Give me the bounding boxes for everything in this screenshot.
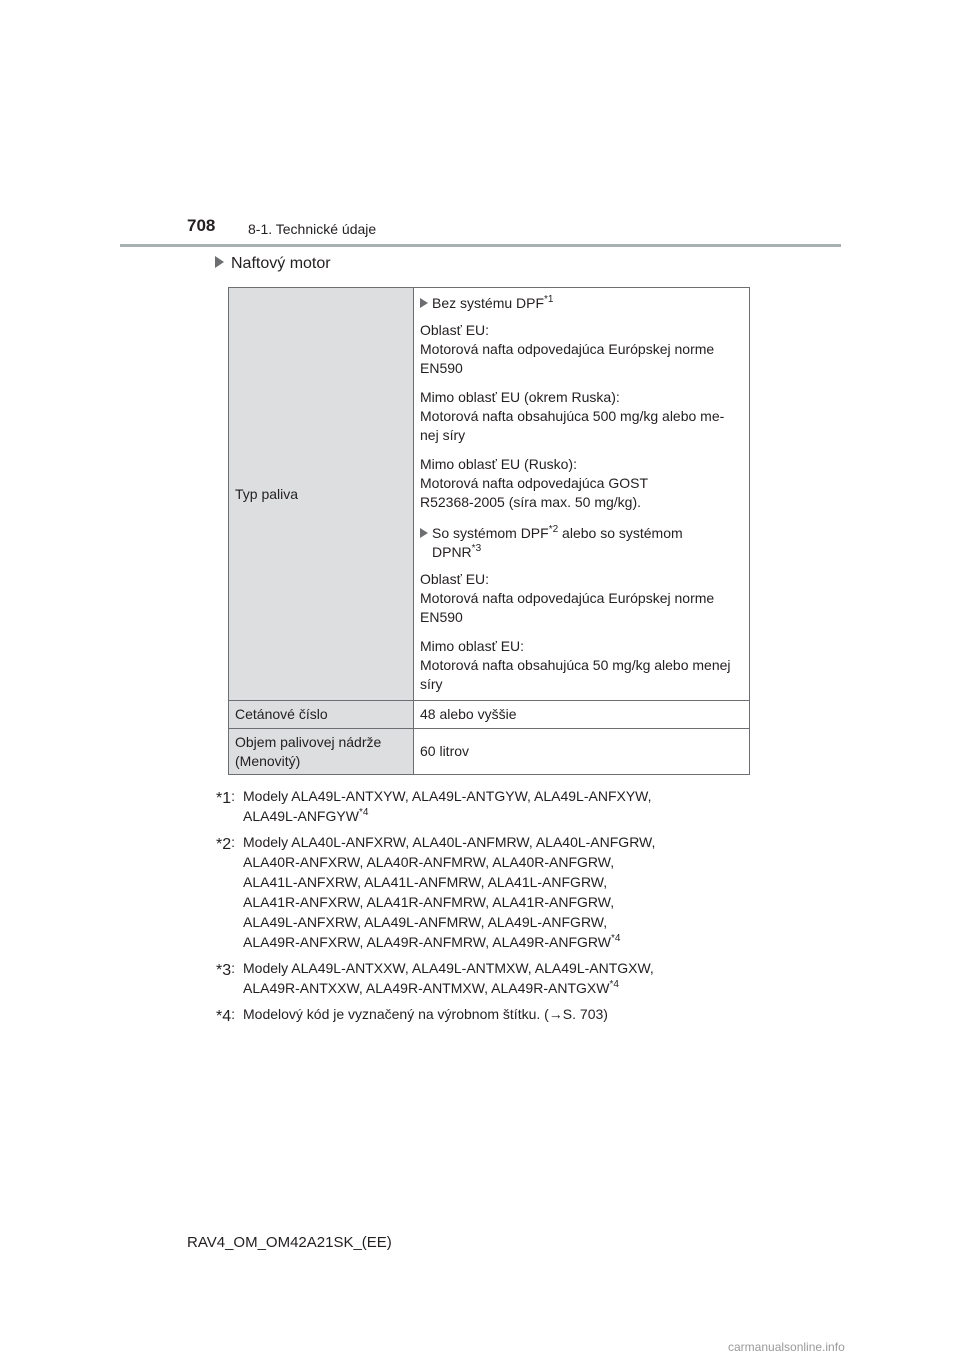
footnotes xyxy=(216,786,776,1030)
footnote-mark: *1: xyxy=(216,788,236,807)
fuel-type-content xyxy=(414,288,750,701)
variant-no-dpf: Bez systému DPF$^{*1}$ xyxy=(420,294,743,313)
footnote: *3: Modely ALA49L-ANTXXW, ALA49L-ANTMXW, ALA49L-ANTGXW, ALA49R-ANTXXW, ALA49R-ANTMXW, ALA49R-ANTGXW$^{*4}$ xyxy=(216,960,654,996)
table-row-tank xyxy=(229,729,750,775)
tank-label: Objem palivovej nádrže (Menovitý) xyxy=(229,729,414,775)
section-title: 8-1. Technické údaje xyxy=(248,221,377,237)
page-number: 708 xyxy=(187,216,216,235)
subsection-heading xyxy=(215,255,331,273)
footnote-ref: *3 xyxy=(471,543,482,554)
page-reference-link[interactable]: Modelový kód je vyznačený na výrobnom štítku. (→S. 703) xyxy=(243,1006,608,1022)
triangle-bullet-icon xyxy=(215,256,224,268)
table-row-cetane xyxy=(229,701,750,729)
subsection-title: Naftový motor xyxy=(231,255,331,272)
footnote xyxy=(216,1004,776,1024)
footnote-mark: *2: xyxy=(216,834,236,853)
footnote-ref: *4 xyxy=(611,933,621,944)
variant-with-dpf: So systémom DPF$^{*2}$ alebo so systémom DPNR$^{*3}$ xyxy=(420,524,743,562)
footnote-mark: *4: xyxy=(216,1006,236,1025)
footnote: *1: Modely ALA49L-ANTXYW, ALA49L-ANTGYW, ALA49L-ANFXYW, ALA49L-ANFGYW$^{*4}$ xyxy=(216,788,652,824)
fuel-type-label: Typ paliva xyxy=(229,288,414,701)
triangle-bullet-icon xyxy=(420,298,428,308)
fuel-block: Mimo oblasť EU (Rusko): Motorová nafta odpovedajúca GOST R52368-2005 (síra max. 50 mg/kg). xyxy=(420,456,649,510)
fuel-block: Oblasť EU: Motorová nafta odpovedajúca Európskej norme EN590 xyxy=(420,322,715,376)
spec-table xyxy=(228,287,750,775)
footnote-ref: *4 xyxy=(609,979,619,990)
cetane-label: Cetánové číslo xyxy=(229,701,414,729)
triangle-bullet-icon xyxy=(420,528,428,538)
footnote: *2: Modely ALA40L-ANFXRW, ALA40L-ANFMRW, ALA40L-ANFGRW, ALA40R-ANFXRW, ALA40R-ANFMRW, ALA40R-ANFGRW, ALA41L-ANFXRW, ALA41L-ANFMRW, ALA41L-ANFGRW, ALA41R-ANFXRW, ALA41R-ANFMRW, ALA41R-ANFGRW, ALA49L-ANFXRW, ALA49L-ANFMRW, ALA49L-ANFGRW, ALA49R-ANFXRW, ALA49R-ANFMRW, ALA49R-ANFGRW$^{*4}$ xyxy=(216,834,656,950)
cetane-value: 48 alebo vyššie xyxy=(414,701,750,729)
fuel-block: Oblasť EU: Motorová nafta odpovedajúca Európskej norme EN590 xyxy=(420,571,715,625)
footnote-ref: *2 xyxy=(548,524,559,535)
footnote-mark: *3: xyxy=(216,960,236,979)
header-divider xyxy=(120,244,841,247)
footnote-ref: *1 xyxy=(544,294,554,305)
tank-value: 60 litrov xyxy=(414,729,750,775)
document-code: RAV4_OM_OM42A21SK_(EE) xyxy=(187,1234,392,1251)
table-row-fuel-type xyxy=(229,288,750,701)
footnote-ref: *4 xyxy=(358,807,369,818)
watermark: carmanualsonline.info xyxy=(728,1340,845,1354)
fuel-block: Mimo oblasť EU: Motorová nafta obsahujúca 50 mg/kg alebo menej síry xyxy=(420,638,731,692)
fuel-block: Mimo oblasť EU (okrem Ruska): Motorová nafta obsahujúca 500 mg/kg alebo me- nej síry xyxy=(420,389,725,443)
